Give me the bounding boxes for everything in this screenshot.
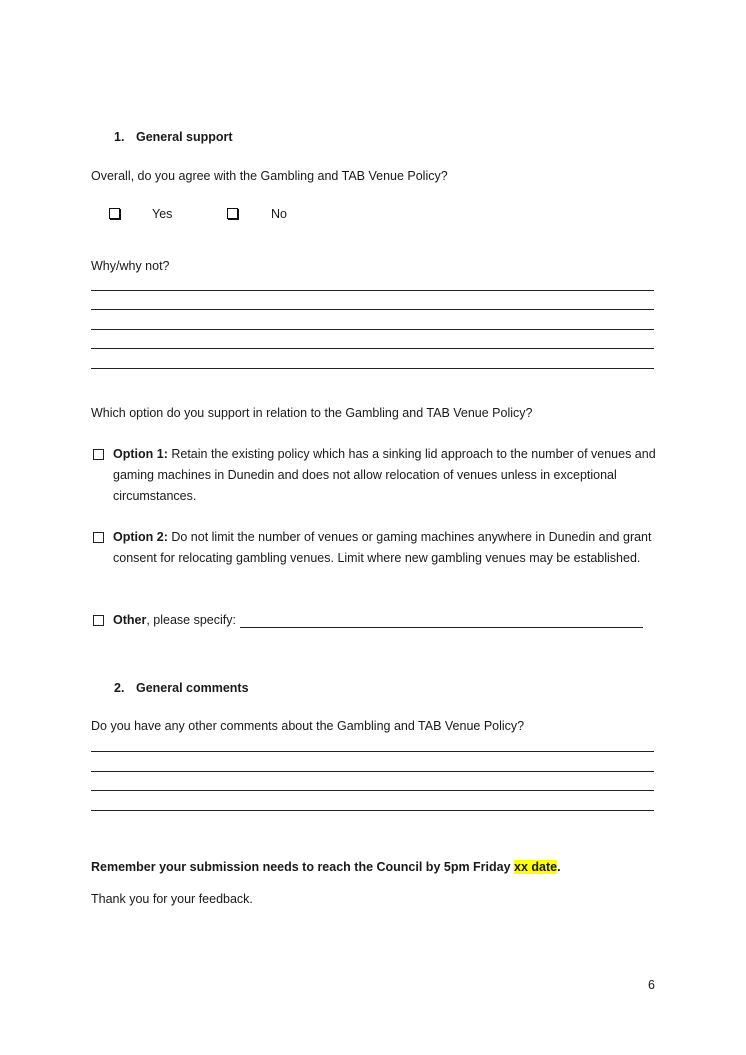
no-label: No [271,207,287,221]
option-2-checkbox[interactable] [93,532,104,543]
option-2-text [113,527,658,569]
why-answer-line[interactable] [91,348,654,349]
reminder-text [91,860,561,874]
why-label: Why/why not? [91,259,170,273]
option-1-label: Option 1: [113,447,168,461]
comments-answer-line[interactable] [91,810,654,811]
reminder-date-highlight: xx date [514,860,558,874]
page-number: 6 [648,978,655,992]
yes-label: Yes [152,207,173,221]
comments-answer-line[interactable] [91,790,654,791]
no-checkbox[interactable] [227,208,238,219]
option-1-checkbox[interactable] [93,449,104,460]
reminder-main: Remember your submission needs to reach the Council by 5pm Friday [91,860,515,874]
options-question: Which option do you support in relation to the Gambling and TAB Venue Policy? [91,406,533,420]
why-answer-line[interactable] [91,329,654,330]
other-text [113,613,236,627]
other-specify: , please specify: [146,613,236,627]
comments-answer-line[interactable] [91,771,654,772]
comments-question: Do you have any other comments about the Gambling and TAB Venue Policy? [91,719,525,733]
why-answer-line[interactable] [91,368,654,369]
reminder-end: . [557,860,561,874]
option-1-description: Retain the existing policy which has a sinking lid approach to the number of venues and gaming machines in Dunedin and does not allow relocation of venues unless in exceptional circumstances. [113,447,656,503]
other-specify-line[interactable] [240,627,643,628]
section-2-heading: General comments [136,681,249,695]
agree-question: Overall, do you agree with the Gambling and TAB Venue Policy? [91,169,448,183]
why-answer-line[interactable] [91,290,654,291]
option-2-label: Option 2: [113,530,168,544]
option-1-text [113,444,658,507]
yes-checkbox[interactable] [109,208,120,219]
section-1-number: 1. [114,130,125,144]
comments-answer-line[interactable] [91,751,654,752]
option-2-description: Do not limit the number of venues or gaming machines anywhere in Dunedin and grant consent for relocating gambling venues. Limit where new gambling venues may be established. [113,530,652,565]
section-2-number: 2. [114,681,125,695]
why-answer-line[interactable] [91,309,654,310]
other-checkbox[interactable] [93,615,104,626]
other-label: Other [113,613,147,627]
section-1-heading: General support [136,130,233,144]
thanks-text: Thank you for your feedback. [91,892,253,906]
